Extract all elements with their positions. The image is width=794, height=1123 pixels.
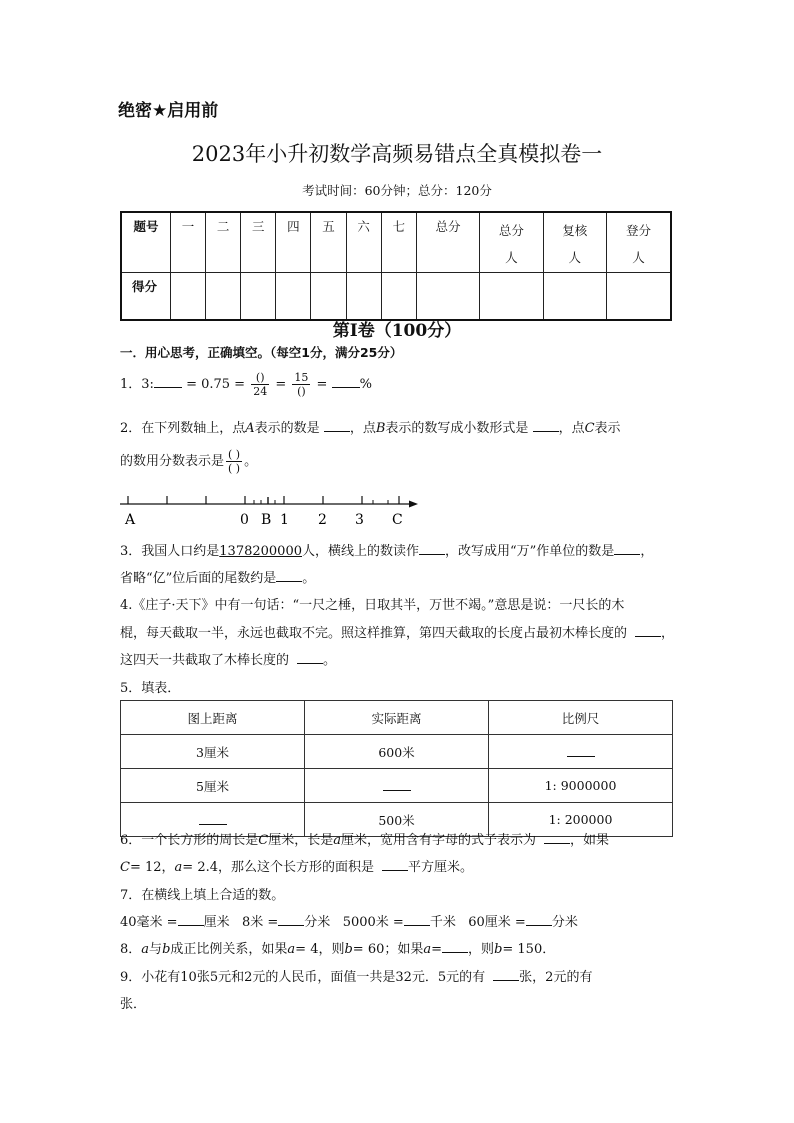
q2-text: 2．在下列数轴上，点 (120, 421, 246, 436)
q7-unit: 千米 (429, 915, 456, 930)
score-row-label: 得分 (121, 273, 171, 321)
q4-text: 这四天一共截取了木棒长度的 (120, 653, 290, 668)
q2-point-c: C (584, 421, 595, 436)
score-cell[interactable] (311, 273, 346, 321)
q2-fraction[interactable] (226, 448, 242, 475)
exam-info: 考试时间：60分钟；总分：120分 (302, 183, 492, 198)
q1-fraction-2 (292, 371, 310, 398)
q8-text: = (431, 942, 443, 957)
cell-line: 人 (505, 250, 518, 265)
score-table (120, 211, 672, 321)
number-line (116, 490, 426, 530)
question-7-items (120, 911, 578, 930)
answer-blank[interactable] (442, 940, 468, 953)
q8-text: 8． (120, 942, 142, 957)
table-cell: 600米 (305, 735, 489, 769)
q8-var: b (162, 942, 171, 957)
q6-text: 厘米，宽用含有字母的式子表示为 (341, 833, 537, 848)
q7-unit: 厘米 (203, 915, 230, 930)
question-7-title: 7．在横线上填上合适的数。 (120, 888, 285, 903)
frac-denominator: () (297, 385, 306, 398)
table-cell: 1: 200000 (489, 803, 673, 837)
question-8 (120, 938, 555, 957)
score-header-cell: 四 (276, 212, 311, 273)
q8-var: a (141, 942, 150, 957)
score-cell[interactable] (276, 273, 311, 321)
table-cell: 5厘米 (121, 769, 305, 803)
q2-point-a: A (245, 421, 255, 436)
score-cell[interactable] (171, 273, 206, 321)
question-3-line-1 (120, 540, 653, 559)
question-1 (120, 371, 372, 398)
q8-text: 与 (149, 942, 163, 957)
question-6-line-2 (120, 856, 473, 875)
volume-title: 第Ⅰ卷（100分） (332, 321, 462, 341)
section-title: 一．用心思考，正确填空。（每空1分，满分25分） (120, 345, 403, 360)
score-header-cell: 五 (311, 212, 346, 273)
q9-text: 张，2元的有 (519, 970, 593, 985)
exam-title: 2023年小升初数学高频易错点全真模拟卷一 (191, 142, 603, 166)
scale-table (120, 700, 673, 837)
answer-blank[interactable] (278, 913, 304, 926)
cell-line: 总分 (498, 223, 524, 238)
q8-var: a (423, 942, 432, 957)
q3-text: 。 (302, 571, 316, 586)
score-header-cell: 总分 (416, 212, 479, 273)
frac-denominator: 24 (253, 385, 268, 398)
label-1: 1 (280, 512, 289, 528)
score-header-cell (606, 212, 671, 273)
q2-text: ，点 (558, 421, 585, 436)
answer-blank[interactable] (404, 913, 430, 926)
score-header-cell: 题号 (121, 212, 171, 273)
table-header: 实际距离 (305, 701, 489, 735)
q1-eq2: = (275, 377, 287, 392)
answer-blank[interactable] (533, 419, 559, 432)
answer-blank[interactable] (567, 744, 595, 757)
q8-var: b (494, 942, 503, 957)
question-5-title: 5．填表． (120, 681, 181, 696)
q7-item: 8米 = (242, 915, 279, 930)
score-header-cell: 六 (346, 212, 381, 273)
answer-blank[interactable] (614, 542, 640, 555)
score-header-cell (543, 212, 606, 273)
q6-var: C (120, 860, 130, 875)
label-2: 2 (318, 512, 327, 528)
q6-var: a (333, 833, 342, 848)
q3-text: ， (640, 544, 654, 559)
q8-text: 成正比例关系，如果 (170, 942, 288, 957)
cell-line: 人 (568, 250, 581, 265)
q9-text: 张． (120, 997, 147, 1012)
q2-point-b: B (375, 421, 386, 436)
q6-text: ，如果 (570, 833, 610, 848)
question-9-line-2 (120, 993, 146, 1012)
score-header-cell: 七 (381, 212, 416, 273)
table-cell (305, 769, 489, 803)
q8-var: b (344, 942, 353, 957)
question-3-line-2 (120, 567, 315, 586)
cell-line: 登分 (625, 223, 651, 238)
answer-blank[interactable] (544, 831, 570, 844)
score-cell[interactable] (416, 273, 479, 321)
q3-text: ，改写成用“万”作单位的数是 (445, 544, 615, 559)
question-4-line-1 (120, 594, 624, 613)
q8-text: = 150． (502, 942, 556, 957)
q8-text: ，则 (468, 942, 495, 957)
label-c: C (392, 512, 403, 528)
question-6-line-1 (120, 829, 609, 848)
answer-blank[interactable] (493, 968, 519, 981)
table-cell (489, 735, 673, 769)
label-a: A (125, 512, 136, 528)
q6-text: 平方厘米。 (408, 860, 474, 875)
q7-unit: 分米 (551, 915, 578, 930)
question-2-line-2 (120, 448, 257, 475)
cell-line: 复核 (562, 223, 588, 238)
q6-text: 6．一个长方形的周长是 (120, 833, 259, 848)
question-2-line-1 (120, 417, 621, 436)
q3-number: 1378200000 (219, 544, 302, 559)
answer-blank[interactable] (419, 542, 445, 555)
q1-fraction-1 (251, 371, 269, 398)
question-4-line-3 (120, 649, 336, 668)
q6-var: a (174, 860, 183, 875)
q2-text: 表示的数写成小数形式是 (385, 421, 529, 436)
answer-blank[interactable] (382, 858, 408, 871)
q2-text: 的数用分数表示是 (120, 454, 225, 469)
table-header: 图上距离 (121, 701, 305, 735)
answer-blank[interactable] (154, 375, 182, 388)
q4-text: 。 (323, 653, 337, 668)
frac-numerator: ( ) (228, 448, 241, 461)
q8-var: a (287, 942, 296, 957)
frac-numerator: () (251, 371, 269, 385)
score-cell[interactable] (543, 273, 606, 321)
answer-blank[interactable] (276, 569, 302, 582)
q9-text: 9．小花有10张5元和2元的人民币，面值一共是32元．5元的有 (120, 970, 486, 985)
cell-line: 人 (632, 250, 645, 265)
question-4-line-2 (120, 622, 674, 641)
q2-text: ，点 (349, 421, 376, 436)
q6-text: = 2.4，那么这个长方形的面积是 (182, 860, 374, 875)
q1-eq3: = (316, 377, 328, 392)
answer-blank[interactable] (332, 375, 360, 388)
score-header-cell (480, 212, 543, 273)
q3-text: 省略“亿”位后面的尾数约是 (120, 571, 277, 586)
answer-blank[interactable] (526, 913, 552, 926)
frac-numerator: 15 (294, 371, 309, 384)
q1-suffix: % (359, 377, 372, 392)
table-cell: 500米 (305, 803, 489, 837)
answer-blank[interactable] (635, 624, 661, 637)
table-cell: 1: 9000000 (489, 769, 673, 803)
score-cell[interactable] (241, 273, 276, 321)
q6-var: C (258, 833, 269, 848)
q4-text: 4.《庄子·天下》中有一句话：“一尺之棰，日取其半，万世不竭。”意思是说：一尺长的木 (120, 598, 625, 613)
score-cell[interactable] (606, 273, 671, 321)
q6-text: 厘米，长是 (268, 833, 334, 848)
q4-text: ， (661, 626, 675, 641)
q7-item: 40毫米 = (120, 915, 178, 930)
score-header-cell: 三 (241, 212, 276, 273)
answer-blank[interactable] (178, 913, 204, 926)
table-row (121, 735, 673, 769)
score-table-header-row (121, 212, 671, 273)
frac-denominator: ( ) (228, 462, 241, 475)
table-cell: 3厘米 (121, 735, 305, 769)
q7-item: 60厘米 = (468, 915, 526, 930)
q1-prefix: 1．3: (120, 377, 154, 392)
q3-text: 3．我国人口约是 (120, 544, 220, 559)
score-cell[interactable] (346, 273, 381, 321)
number-line-arrow (409, 501, 418, 508)
q4-text: 棍，每天截取一半，永远也截取不完。照这样推算，第四天截取的长度占最初木棒长度的 (120, 626, 628, 641)
score-header-cell: 一 (171, 212, 206, 273)
table-row (121, 769, 673, 803)
q8-text: = 60；如果 (352, 942, 424, 957)
answer-blank[interactable] (199, 812, 227, 825)
q1-eq1: = 0.75 = (186, 377, 246, 392)
score-header-cell: 二 (206, 212, 241, 273)
score-cell[interactable] (480, 273, 543, 321)
table-header: 比例尺 (489, 701, 673, 735)
score-table-score-row (121, 273, 671, 321)
answer-blank[interactable] (297, 651, 323, 664)
q7-unit: 分米 (304, 915, 331, 930)
answer-blank[interactable] (324, 419, 350, 432)
q2-text: 。 (244, 454, 258, 469)
q6-text: = 12， (129, 860, 175, 875)
secret-label: 绝密★启用前 (118, 101, 219, 121)
score-cell[interactable] (381, 273, 416, 321)
q2-text: 表示的数是 (254, 421, 320, 436)
label-3: 3 (355, 512, 364, 528)
score-cell[interactable] (206, 273, 241, 321)
q7-item: 5000米 = (342, 915, 404, 930)
label-b: B (261, 512, 272, 528)
question-9-line-1 (120, 966, 592, 985)
table-row (121, 701, 673, 735)
answer-blank[interactable] (383, 778, 411, 791)
q3-text: 人，横线上的数读作 (302, 544, 420, 559)
q8-text: = 4，则 (295, 942, 345, 957)
q2-text: 表示 (594, 421, 621, 436)
label-0: 0 (240, 512, 249, 528)
